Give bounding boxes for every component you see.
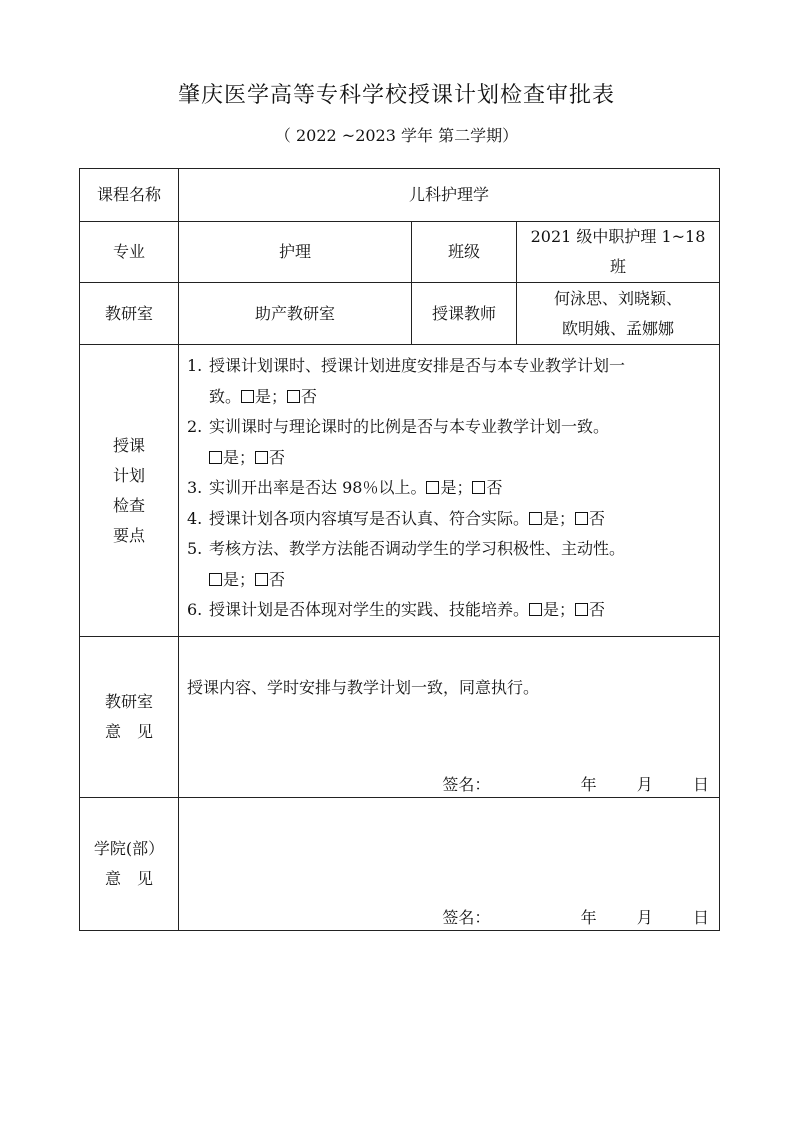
item-text: 授课计划是否体现对学生的实践、技能培养。 bbox=[209, 600, 530, 619]
approval-table bbox=[79, 168, 720, 931]
no-label: 否 bbox=[269, 447, 286, 467]
item-text: 实训课时与理论课时的比例是否与本专业教学计划一致。 bbox=[209, 417, 610, 436]
day-label: 日 bbox=[693, 908, 710, 927]
item-text: 授课计划各项内容填写是否认真、符合实际。 bbox=[209, 508, 530, 528]
college-opinion-label-line2: 意 见 bbox=[104, 869, 153, 888]
dept-opinion-label-line2: 意 见 bbox=[104, 722, 153, 741]
yes-label: 是； bbox=[223, 447, 256, 467]
college-opinion-label bbox=[80, 798, 179, 931]
teacher-value bbox=[517, 283, 720, 345]
item-number: 1. bbox=[187, 356, 203, 375]
major-label: 专业 bbox=[80, 222, 179, 283]
yes-checkbox[interactable] bbox=[209, 451, 222, 464]
check-item-6 bbox=[187, 595, 713, 626]
yes-checkbox[interactable] bbox=[241, 390, 254, 403]
dept-opinion-cell bbox=[179, 637, 720, 798]
check-label bbox=[80, 345, 179, 637]
month-label: 月 bbox=[636, 908, 653, 927]
check-label-line: 检查 bbox=[112, 495, 145, 515]
check-item-3 bbox=[187, 473, 713, 504]
no-label: 否 bbox=[486, 478, 503, 497]
day-label: 日 bbox=[693, 775, 710, 794]
dept-opinion-row bbox=[80, 637, 720, 798]
no-label: 否 bbox=[589, 600, 606, 619]
major-row bbox=[80, 222, 720, 283]
check-label-line: 要点 bbox=[112, 525, 145, 545]
yes-label: 是； bbox=[223, 569, 256, 589]
check-item-4 bbox=[187, 504, 713, 535]
dept-value: 助产教研室 bbox=[179, 283, 412, 345]
check-row bbox=[80, 345, 720, 637]
no-checkbox[interactable] bbox=[287, 390, 300, 403]
college-opinion-label-line1: 学院(部） bbox=[93, 839, 165, 858]
month-label: 月 bbox=[636, 775, 653, 794]
no-checkbox[interactable] bbox=[575, 603, 588, 616]
teachers-line2: 欧明娥、孟娜娜 bbox=[562, 318, 675, 338]
sign-label: 签名： bbox=[442, 775, 491, 794]
course-value: 儿科护理学 bbox=[179, 169, 720, 222]
dept-opinion-label bbox=[80, 637, 179, 798]
check-item-2 bbox=[187, 412, 713, 473]
no-label: 否 bbox=[269, 569, 286, 589]
dept-opinion-label-line1: 教研室 bbox=[104, 692, 153, 711]
yes-label: 是； bbox=[440, 478, 473, 497]
course-row bbox=[80, 169, 720, 222]
item-text: 授课计划课时、授课计划进度安排是否与本专业教学计划一 bbox=[209, 356, 626, 375]
college-signature-line bbox=[442, 905, 709, 928]
check-item-5 bbox=[187, 534, 713, 595]
dept-opinion-text: 授课内容、学时安排与教学计划一致，同意执行。 bbox=[187, 678, 540, 697]
yes-checkbox[interactable] bbox=[209, 573, 222, 586]
item-text-cont: 致。 bbox=[209, 386, 242, 406]
item-number: 2. bbox=[187, 417, 203, 436]
no-checkbox[interactable] bbox=[575, 512, 588, 525]
teachers-line1: 何泳思、刘晓颖、 bbox=[554, 288, 683, 308]
check-item-1 bbox=[187, 351, 713, 412]
check-points bbox=[179, 345, 720, 637]
sign-label: 签名： bbox=[442, 908, 491, 927]
college-opinion-cell bbox=[179, 798, 720, 931]
no-checkbox[interactable] bbox=[472, 481, 485, 494]
dept-row bbox=[80, 283, 720, 345]
semester-subtitle: （ 2022 ~2023 学年 第二学期） bbox=[274, 126, 519, 145]
no-checkbox[interactable] bbox=[255, 451, 268, 464]
item-text: 实训开出率是否达 98％以上。 bbox=[209, 478, 427, 497]
class-value-line2: 班 bbox=[610, 257, 627, 276]
class-value bbox=[517, 222, 720, 283]
class-value-line1: 2021 级中职护理 1~18 bbox=[530, 227, 706, 246]
item-number: 6. bbox=[187, 600, 203, 619]
yes-checkbox[interactable] bbox=[426, 481, 439, 494]
yes-label: 是； bbox=[255, 386, 288, 406]
page-title: 肇庆医学高等专科学校授课计划检查审批表 bbox=[177, 83, 615, 108]
dept-label: 教研室 bbox=[80, 283, 179, 345]
year-label: 年 bbox=[580, 908, 597, 927]
item-number: 3. bbox=[187, 478, 203, 497]
check-label-line: 授课 bbox=[112, 435, 145, 455]
yes-label: 是； bbox=[543, 600, 576, 619]
year-label: 年 bbox=[580, 775, 597, 794]
course-label: 课程名称 bbox=[80, 169, 179, 222]
no-checkbox[interactable] bbox=[255, 573, 268, 586]
yes-checkbox[interactable] bbox=[529, 603, 542, 616]
teacher-label: 授课教师 bbox=[412, 283, 517, 345]
yes-checkbox[interactable] bbox=[529, 512, 542, 525]
major-value: 护理 bbox=[179, 222, 412, 283]
yes-label: 是； bbox=[543, 508, 576, 528]
college-opinion-row bbox=[80, 798, 720, 931]
item-text: 考核方法、教学方法能否调动学生的学习积极性、主动性。 bbox=[209, 539, 626, 558]
no-label: 否 bbox=[589, 508, 606, 528]
item-number: 5. bbox=[187, 539, 203, 558]
item-number: 4. bbox=[187, 508, 203, 528]
no-label: 否 bbox=[301, 386, 318, 406]
dept-signature-line bbox=[442, 772, 709, 795]
check-label-line: 计划 bbox=[112, 465, 145, 485]
class-label: 班级 bbox=[412, 222, 517, 283]
